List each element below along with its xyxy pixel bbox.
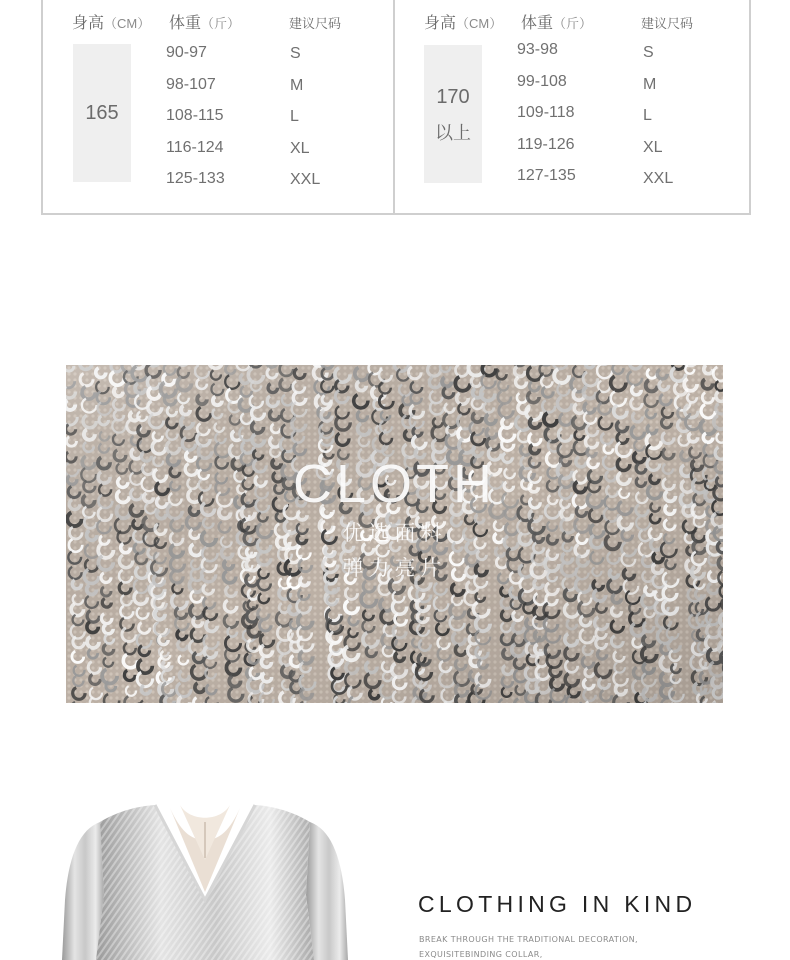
size-column	[643, 40, 673, 198]
size-cell: S	[643, 44, 654, 61]
weight-cell: 99-108	[517, 72, 567, 90]
fabric-banner	[66, 365, 723, 703]
size-cell: M	[290, 76, 304, 94]
height-value: 165	[85, 102, 119, 124]
banner-subtitle: 弹力亮片	[342, 556, 447, 580]
height-value-box	[73, 44, 131, 182]
height-header: 身高（CM）	[72, 15, 151, 32]
banner-subtitle: 优选面料	[342, 521, 447, 545]
size-cell: XXL	[643, 170, 674, 187]
sequin-dress-image	[60, 800, 350, 960]
weight-cell: 108-115	[166, 107, 224, 124]
size-chart-left	[43, 0, 393, 213]
weight-column	[517, 37, 576, 195]
size-header: 建议尺码	[289, 16, 342, 31]
size-cell: S	[290, 45, 301, 62]
feature-description: EXQUISITEBINDING COLLAR,	[419, 950, 543, 959]
banner-title: CLOTH	[292, 454, 496, 514]
weight-cell: 127-135	[517, 167, 576, 184]
size-chart-table	[41, 0, 751, 215]
feature-description: BREAK THROUGH THE TRADITIONAL DECORATION,	[419, 935, 639, 944]
size-column	[290, 41, 320, 199]
height-value-box	[424, 45, 482, 183]
size-cell: XL	[290, 139, 310, 157]
weight-cell: 109-118	[517, 104, 575, 121]
size-chart-right	[395, 0, 745, 213]
weight-cell: 119-126	[517, 135, 575, 153]
height-value: 170	[436, 85, 470, 108]
weight-cell: 93-98	[517, 41, 558, 58]
weight-cell: 116-124	[166, 138, 224, 156]
height-header: 身高（CM）	[424, 15, 503, 32]
size-cell: M	[643, 75, 657, 93]
weight-cell: 98-107	[166, 75, 216, 93]
size-cell: L	[290, 108, 299, 125]
size-cell: XL	[643, 138, 663, 156]
size-cell: L	[643, 107, 652, 124]
weight-column	[166, 40, 225, 198]
weight-cell: 125-133	[166, 170, 225, 187]
size-cell: XXL	[290, 171, 321, 188]
size-header: 建议尺码	[641, 16, 694, 31]
feature-title: CLOTHING IN KIND	[418, 891, 697, 917]
weight-cell: 90-97	[166, 44, 207, 61]
weight-header: 体重（斤）	[169, 15, 241, 32]
weight-header: 体重（斤）	[521, 15, 593, 32]
height-value-suffix: 以上	[435, 122, 471, 143]
